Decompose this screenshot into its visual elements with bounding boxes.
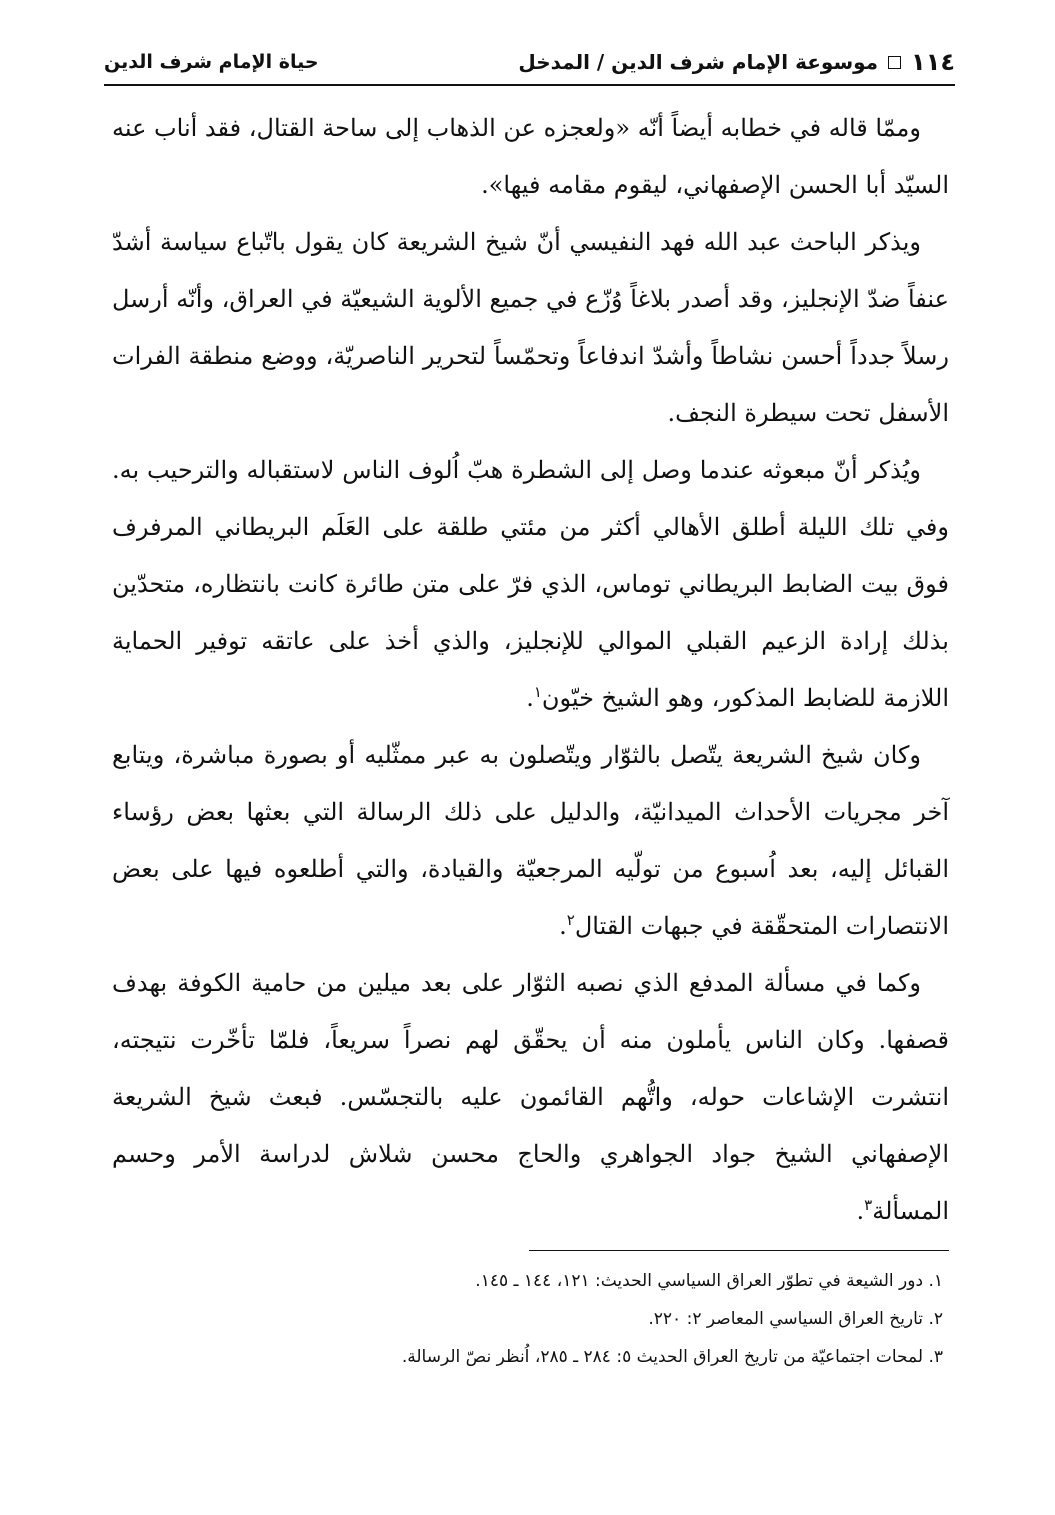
paragraph [112, 214, 949, 442]
paragraph: وكان شيخ الشريعة يتّصل بالثوّار ويتّصلون به عبر ممثّليه أو بصورة مباشرة، ويتابع آخر مجريات الأحداث الميدانيّة، والدليل على ذلك الرسالة التي بعثها بعض رؤساء القبائل إليه، بعد اُسبوع من تولّيه المرجعيّة والقيادة، والتي أطلعوه فيها على بعض الانتصارات المتحقّقة في جبهات القتال$^٢$. [112, 741, 949, 940]
footnote-marker: ٣ [864, 1196, 873, 1214]
header-title-group [518, 48, 955, 76]
footnote: ١. دور الشيعة في تطوّر العراق السياسي الحديث: ١٢١، ١٤٤ ـ ١٤٥. [475, 1271, 943, 1291]
paragraph-text: وممّا قاله في خطابه أيضاً أنّه «ولعجزه عن الذهاب إلى ساحة القتال، فقد أناب عنه السيّد أبا الحسن الإصفهاني، ليقوم مقامه فيها». [111, 114, 949, 199]
footnote: ٣. لمحات اجتماعيّة من تاريخ العراق الحديث ٥: ٢٨٤ ـ ٢٨٥، اُنظر نصّ الرسالة. [401, 1347, 943, 1367]
paragraph-text: ويذكر الباحث عبد الله فهد النفيسي أنّ شيخ الشريعة كان يقول باتّباع سياسة أشدّ عنفاً ضدّ الإنجليز، وقد أصدر بلاغاً وُزّع في جميع الألوية الشيعيّة في العراق، وأنّه أرسل رسلاً جدداً أحسن نشاطاً وأشدّ اندفاعاً وتحمّساً لتحرير الناصريّة، ووضع منطقة الفرات الأسفل تحت سيطرة النجف. [112, 228, 949, 427]
paragraph [112, 100, 949, 214]
paragraph: ويُذكر أنّ مبعوثه عندما وصل إلى الشطرة هبّ اُلوف الناس لاستقباله والترحيب به. وفي تلك الليلة أطلق الأهالي أكثر من مئتي طلقة على العَلَم البريطاني المرفرف فوق بيت الضابط البريطاني توماس، الذي فرّ على متن طائرة كانت بانتظاره، متحدّين بذلك إرادة الزعيم القبلي الموالي للإنجليز، والذي أخذ على عاتقه توفير الحماية اللازمة للضابط المذكور، وهو الشيخ خيّون$^١$. [112, 456, 949, 712]
footnotes [112, 1262, 943, 1376]
book-section-title: موسوعة الإمام شرف الدين / المدخل [518, 50, 879, 74]
square-bullet-icon [888, 56, 901, 69]
paragraph: وكما في مسألة المدفع الذي نصبه الثوّار على بعد ميلين من حامية الكوفة بهدف قصفها. وكان الناس يأملون منه أن يحقّق لهم نصراً سريعاً، فلمّا تأخّرت نتيجته، انتشرت الإشاعات حوله، واتُّهم القائمون عليه بالتجسّس. فبعث شيخ الشريعة الإصفهاني الشيخ جواد الجواهري والحاج محسن شلاش لدراسة الأمر وحسم المسألة$^٣$. [112, 969, 949, 1225]
page-number: ١١٤ [911, 48, 955, 76]
footnote: ٢. تاريخ العراق السياسي المعاصر ٢: ٢٢٠. [648, 1309, 943, 1329]
paragraph-text: وكما في مسألة المدفع الذي نصبه الثوّار على بعد ميلين من حامية الكوفة بهدف قصفها. وكان الناس يأملون منه أن يحقّق لهم نصراً سريعاً، فلمّا تأخّرت نتيجته، انتشرت الإشاعات حوله، واتُّهم القائمون عليه بالتجسّس. فبعث شيخ الشريعة الإصفهاني الشيخ جواد الجواهري والحاج محسن شلاش لدراسة الأمر وحسم المسألة [112, 969, 949, 1225]
running-header [104, 40, 955, 86]
paragraph-text: وكان شيخ الشريعة يتّصل بالثوّار ويتّصلون به عبر ممثّليه أو بصورة مباشرة، ويتابع آخر مجريات الأحداث الميدانيّة، والدليل على ذلك الرسالة التي بعثها بعض رؤساء القبائل إليه، بعد اُسبوع من تولّيه المرجعيّة والقيادة، والتي أطلعوه فيها على بعض الانتصارات المتحقّقة في جبهات القتال [112, 741, 949, 940]
footnote-marker: ١ [533, 683, 542, 701]
paragraph-text: ويُذكر أنّ مبعوثه عندما وصل إلى الشطرة هبّ اُلوف الناس لاستقباله والترحيب به. وفي تلك الليلة أطلق الأهالي أكثر من مئتي طلقة على العَلَم البريطاني المرفرف فوق بيت الضابط البريطاني توماس، الذي فرّ على متن طائرة كانت بانتظاره، متحدّين بذلك إرادة الزعيم القبلي الموالي للإنجليز، والذي أخذ على عاتقه توفير الحماية اللازمة للضابط المذكور، وهو الشيخ خيّون [112, 456, 949, 712]
footnote-divider [529, 1250, 949, 1251]
footnote-marker: ٢ [566, 911, 575, 929]
body-text [112, 100, 949, 1240]
chapter-title: حياة الإمام شرف الدين [104, 51, 319, 73]
